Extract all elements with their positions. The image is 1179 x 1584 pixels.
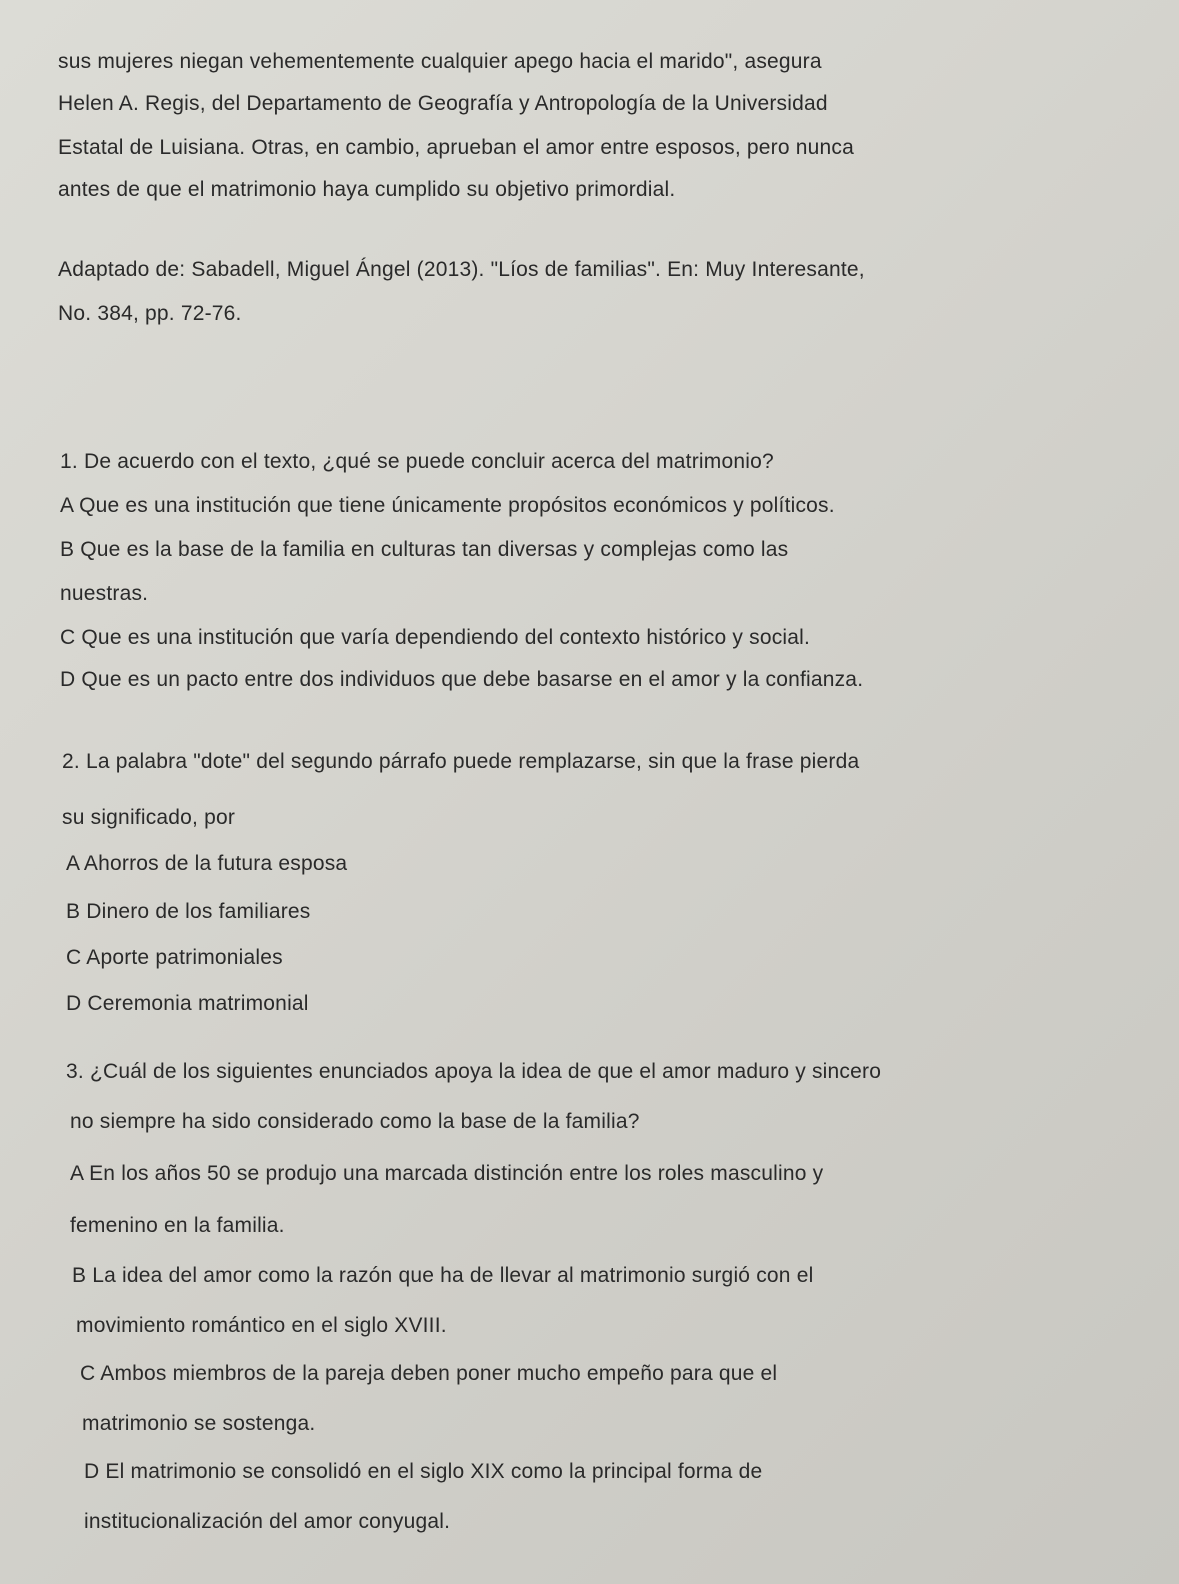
option-a-continuation: femenino en la familia. [70, 1214, 285, 1237]
option-a: A Que es una institución que tiene únicamente propósitos económicos y políticos. [60, 494, 835, 517]
question-stem-continuation: no siempre ha sido considerado como la base de la familia? [70, 1110, 640, 1133]
question-stem: 1. De acuerdo con el texto, ¿qué se puede concluir acerca del matrimonio? [60, 450, 774, 473]
question-stem: 2. La palabra "dote" del segundo párrafo puede remplazarse, sin que la frase pierda [62, 750, 860, 773]
option-b: B La idea del amor como la razón que ha de llevar al matrimonio surgió con el [72, 1264, 814, 1287]
option-c: C Ambos miembros de la pareja deben poner mucho empeño para que el [80, 1362, 778, 1385]
option-d: D Ceremonia matrimonial [66, 992, 309, 1015]
option-c: C Que es una institución que varía dependiendo del contexto histórico y social. [60, 626, 811, 649]
question-stem-continuation: su significado, por [62, 806, 236, 829]
passage-line: Estatal de Luisiana. Otras, en cambio, aprueban el amor entre esposos, pero nunca [58, 136, 854, 159]
option-d: D Que es un pacto entre dos individuos que debe basarse en el amor y la confianza. [60, 668, 864, 691]
option-c: C Aporte patrimoniales [66, 946, 283, 969]
option-d-continuation: institucionalización del amor conyugal. [84, 1510, 451, 1533]
option-c-continuation: matrimonio se sostenga. [82, 1412, 316, 1435]
passage-line: sus mujeres niegan vehementemente cualquier apego hacia el marido", asegura [58, 50, 822, 73]
option-b: B Dinero de los familiares [66, 900, 311, 923]
question-stem: 3. ¿Cuál de los siguientes enunciados apoya la idea de que el amor maduro y sincero [66, 1060, 882, 1083]
option-b: B Que es la base de la familia en culturas tan diversas y complejas como las [60, 538, 789, 561]
option-a: A Ahorros de la futura esposa [66, 852, 348, 875]
citation-line: No. 384, pp. 72-76. [58, 302, 242, 325]
option-a: A En los años 50 se produjo una marcada distinción entre los roles masculino y [70, 1162, 824, 1185]
option-d: D El matrimonio se consolidó en el siglo XIX como la principal forma de [84, 1460, 763, 1483]
citation-line: Adaptado de: Sabadell, Miguel Ángel (2013). "Líos de familias". En: Muy Interesante, [58, 258, 865, 281]
option-b-continuation: movimiento romántico en el siglo XVIII. [76, 1314, 447, 1337]
passage-line: Helen A. Regis, del Departamento de Geografía y Antropología de la Universidad [58, 92, 828, 115]
passage-line: antes de que el matrimonio haya cumplido su objetivo primordial. [58, 178, 676, 201]
option-b-continuation: nuestras. [60, 582, 149, 605]
